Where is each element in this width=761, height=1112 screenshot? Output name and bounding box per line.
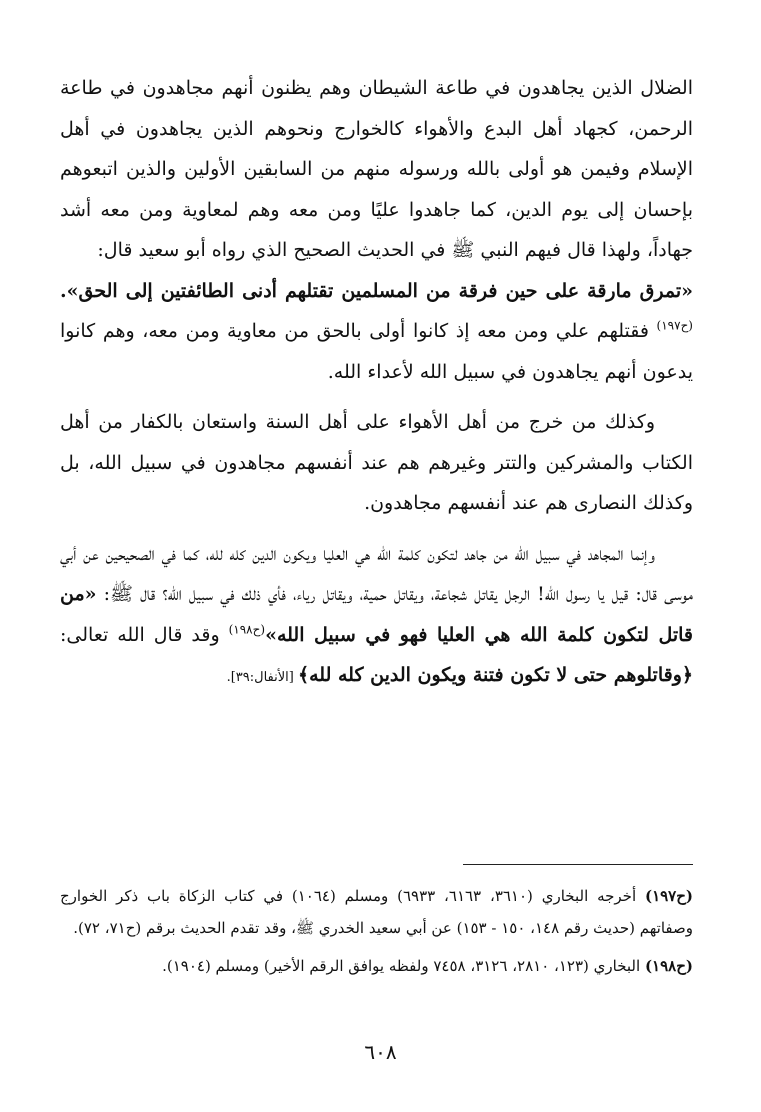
footnote-197 [60, 880, 693, 944]
footnote-198 [60, 950, 693, 982]
footnote-198-text: البخاري (١٢٣، ٢٨١٠، ٣١٢٦، ٧٤٥٨ ولفظه يوافق الرقم الأخير) ومسلم (١٩٠٤). [162, 957, 645, 975]
main-text [60, 68, 693, 709]
page-number: ٦٠٨ [364, 1040, 397, 1064]
paragraph-3-text-2: وقد قال الله تعالى: [60, 623, 229, 646]
footnote-198-label: (ح١٩٨) [644, 957, 693, 975]
footnote-197-label: (ح١٩٧) [644, 887, 694, 905]
footnote-ref-198[interactable]: (ح١٩٨) [228, 622, 266, 637]
quran-verse: ﴿وقاتلوهم حتى لا تكون فتنة ويكون الدين كله لله﴾ [297, 664, 693, 686]
footnote-divider [463, 864, 693, 865]
paragraph-1-text-2: فقتلهم علي ومن معه إذ كانوا أولى بالحق من معاوية ومن معه، وهم كانوا يدعون أنهم يجاهدون في سبيل الله لأعداء الله. [60, 320, 693, 383]
footnote-197-text: أخرجه البخاري (٣٦١٠، ٦١٦٣، ٦٩٣٣) ومسلم (١٠٦٤) في كتاب الزكاة باب ذكر الخوارج وصفاتهم (حديث رقم ١٤٨، ١٥٠ - ١٥٣) عن أبي سعيد الخدري ﷺ، وقد تقدم الحديث برقم (ح٧١، ٧٢). [60, 887, 693, 937]
paragraph-2: وكذلك من خرج من أهل الأهواء على أهل السنة واستعان بالكفار من أهل الكتاب والمشركين والتتر وغيرهم هم عند أنفسهم مجاهدون في سبيل الله، بل وكذلك النصارى هم عند أنفسهم مجاهدون. [60, 411, 693, 514]
footnote-ref-197[interactable]: (ح١٩٧) [656, 318, 693, 333]
footnotes [60, 880, 693, 988]
hadith-197-quote: «تمرق مارقة على حين فرقة من المسلمين تقتلهم أدنى الطائفتين إلى الحق». [60, 279, 693, 302]
paragraph-3 [60, 534, 693, 699]
hadith-198-quote: «من قاتل لتكون كلمة الله هي العليا فهو في سبيل الله» [60, 583, 693, 646]
paragraph-1 [60, 68, 693, 392]
paragraph-3-text-1: وإنما المجاهد في سبيل الله من جاهد لتكون كلمة الله هي العليا ويكون الدين كله لله، كما في الصحيحين عن أبي موسى قال: قيل يا رسول الله! الرجل يقاتل شجاعة، ويقاتل حمية، ويقاتل رياء، فأي ذلك في سبيل الله؟ قال ﷺ: [60, 542, 693, 605]
quran-verse-reference: [الأنفال:٣٩]. [226, 670, 298, 685]
paragraph-1-text-1: الضلال الذين يجاهدون في طاعة الشيطان وهم يظنون أنهم مجاهدون في طاعة الرحمن، كجهاد أهل البدع والأهواء كالخوارج ونحوهم الذين يجاهدون في أهل الإسلام وفيمن هو أولى بالله ورسوله منهم من السابقين الأولين والذين اتبعوهم بإحسان إلى يوم الدين، كما جاهدوا عليًا ومن معه وهم لمعاوية ومن معه أشد جهاداً، ولهذا قال فيهم النبي ﷺ في الحديث الصحيح الذي رواه أبو سعيد قال: [60, 77, 694, 261]
